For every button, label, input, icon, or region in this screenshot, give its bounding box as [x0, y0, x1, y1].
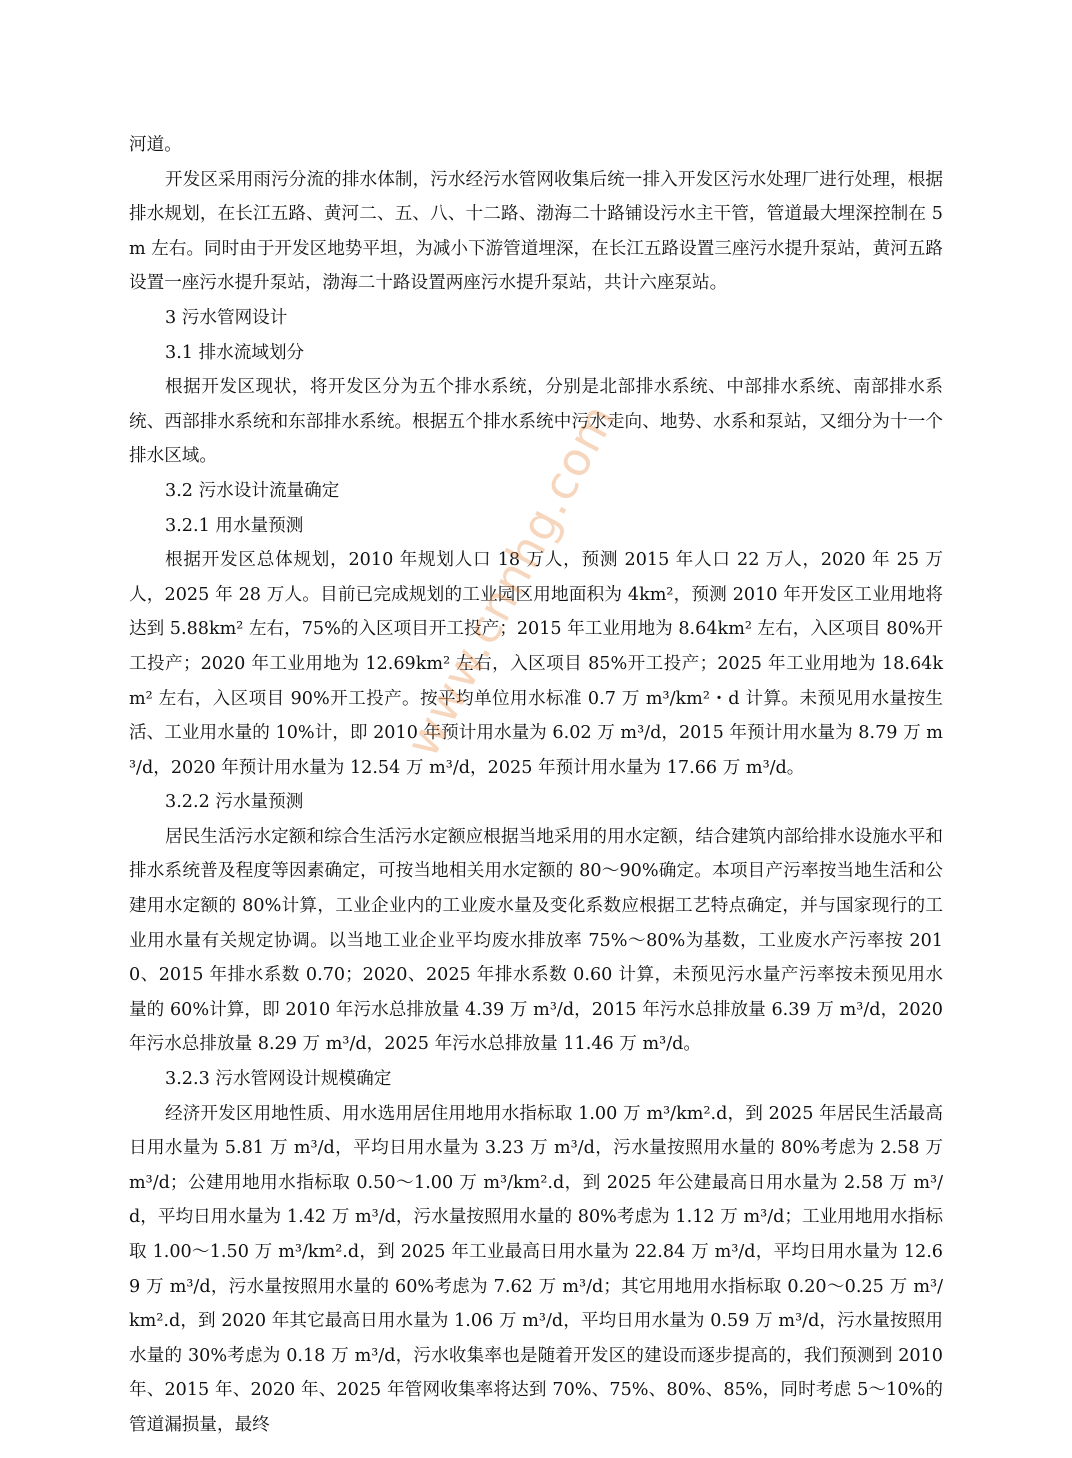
section-heading-3-2-3: 3.2.3 污水管网设计规模确定 [165, 1069, 392, 1090]
section-heading-3-2-1: 3.2.1 用水量预测 [165, 515, 304, 536]
section-heading-3-2-2: 3.2.2 污水量预测 [165, 792, 304, 813]
paragraph-drainage-basins: 根据开发区现状，将开发区分为五个排水系统，分别是北部排水系统、中部排水系统、南部排水系统、西部排水系统和东部排水系统。根据五个排水系统中污水走向、地势、水系和泵站，又细分为十一个排水区域。 [129, 377, 943, 467]
section-heading-3: 3 污水管网设计 [165, 307, 288, 328]
document-body [129, 128, 943, 1443]
paragraph-continuation: 河道。 [129, 135, 182, 155]
section-heading-3-1: 3.1 排水流域划分 [165, 342, 305, 363]
section-heading-3-2: 3.2 污水设计流量确定 [165, 480, 340, 501]
paragraph-water-demand: 根据开发区总体规划，2010 年规划人口 18 万人，预测 2015 年人口 22 万人，2020 年 25 万人，2025 年 28 万人。目前已完成规划的工业园区用地面积为 4km²，预测 2010 年开发区工业用地将达到 5.88km² 左右，75%的入区项目开工投产；2015 年工业用地为 8.64km² 左右，入区项目 80%开工投产；2020 年工业用地为 12.69km² 左右，入区项目 85%开工投产；2025 年工业用地为 18.64km² 左右，入区项目 90%开工投产。按平均单位用水标准 0.7 万 m³/km²・d 计算。未预见用水量按生活、工业用水量的 10%计，即 2010 年预计用水量为 6.02 万 m³/d，2015 年预计用水量为 8.79 万 m³/d，2020 年预计用水量为 12.54 万 m³/d，2025 年预计用水量为 17.66 万 m³/d。 [129, 550, 943, 778]
paragraph-network-scale: 经济开发区用地性质、用水选用居住用地用水指标取 1.00 万 m³/km².d，到 2025 年居民生活最高日用水量为 5.81 万 m³/d，平均日用水量为 3.23 万 m³/d，污水量按照用水量的 80%考虑为 2.58 万 m³/d；公建用地用水指标取 0.50～1.00 万 m³/km².d，到 2025 年公建最高日用水量为 2.58 万 m³/d，平均日用水量为 1.42 万 m³/d，污水量按照用水量的 80%考虑为 1.12 万 m³/d；工业用地用水指标取 1.00～1.50 万 m³/km².d，到 2025 年工业最高日用水量为 22.84 万 m³/d，平均日用水量为 12.69 万 m³/d，污水量按照用水量的 60%考虑为 7.62 万 m³/d；其它用地用水指标取 0.20～0.25 万 m³/km².d，到 2020 年其它最高日用水量为 1.06 万 m³/d，平均日用水量为 0.59 万 m³/d，污水量按照用水量的 30%考虑为 0.18 万 m³/d，污水收集率也是随着开发区的建设而逐步提高的，我们预测到 2010 年、2015 年、2020 年、2025 年管网收集率将达到 70%、75%、80%、85%，同时考虑 5～10%的管道漏损量，最终 [129, 1103, 943, 1435]
watermark: www.cnnhg.com [395, 394, 627, 766]
paragraph-drainage-system: 开发区采用雨污分流的排水体制，污水经污水管网收集后统一排入开发区污水处理厂进行处理，根据排水规划，在长江五路、黄河二、五、八、十二路、渤海二十路铺设污水主干管，管道最大埋深控制在 5m 左右。同时由于开发区地势平坦，为减小下游管道埋深，在长江五路设置三座污水提升泵站，黄河五路设置一座污水提升泵站，渤海二十路设置两座污水提升泵站，共计六座泵站。 [129, 169, 943, 294]
paragraph-sewage-forecast: 居民生活污水定额和综合生活污水定额应根据当地采用的用水定额，结合建筑内部给排水设施水平和排水系统普及程度等因素确定，可按当地相关用水定额的 80～90%确定。本项目产污率按当地生活和公建用水定额的 80%计算，工业企业内的工业废水量及变化系数应根据工艺特点确定，并与国家现行的工业用水量有关规定协调。以当地工业企业平均废水排放率 75%～80%为基数，工业废水产污率按 2010、2015 年排水系数 0.70；2020、2025 年排水系数 0.60 计算，未预见污水量产污率按未预见用水量的 60%计算，即 2010 年污水总排放量 4.39 万 m³/d，2015 年污水总排放量 6.39 万 m³/d，2020 年污水总排放量 8.29 万 m³/d，2025 年污水总排放量 11.46 万 m³/d。 [129, 826, 943, 1055]
